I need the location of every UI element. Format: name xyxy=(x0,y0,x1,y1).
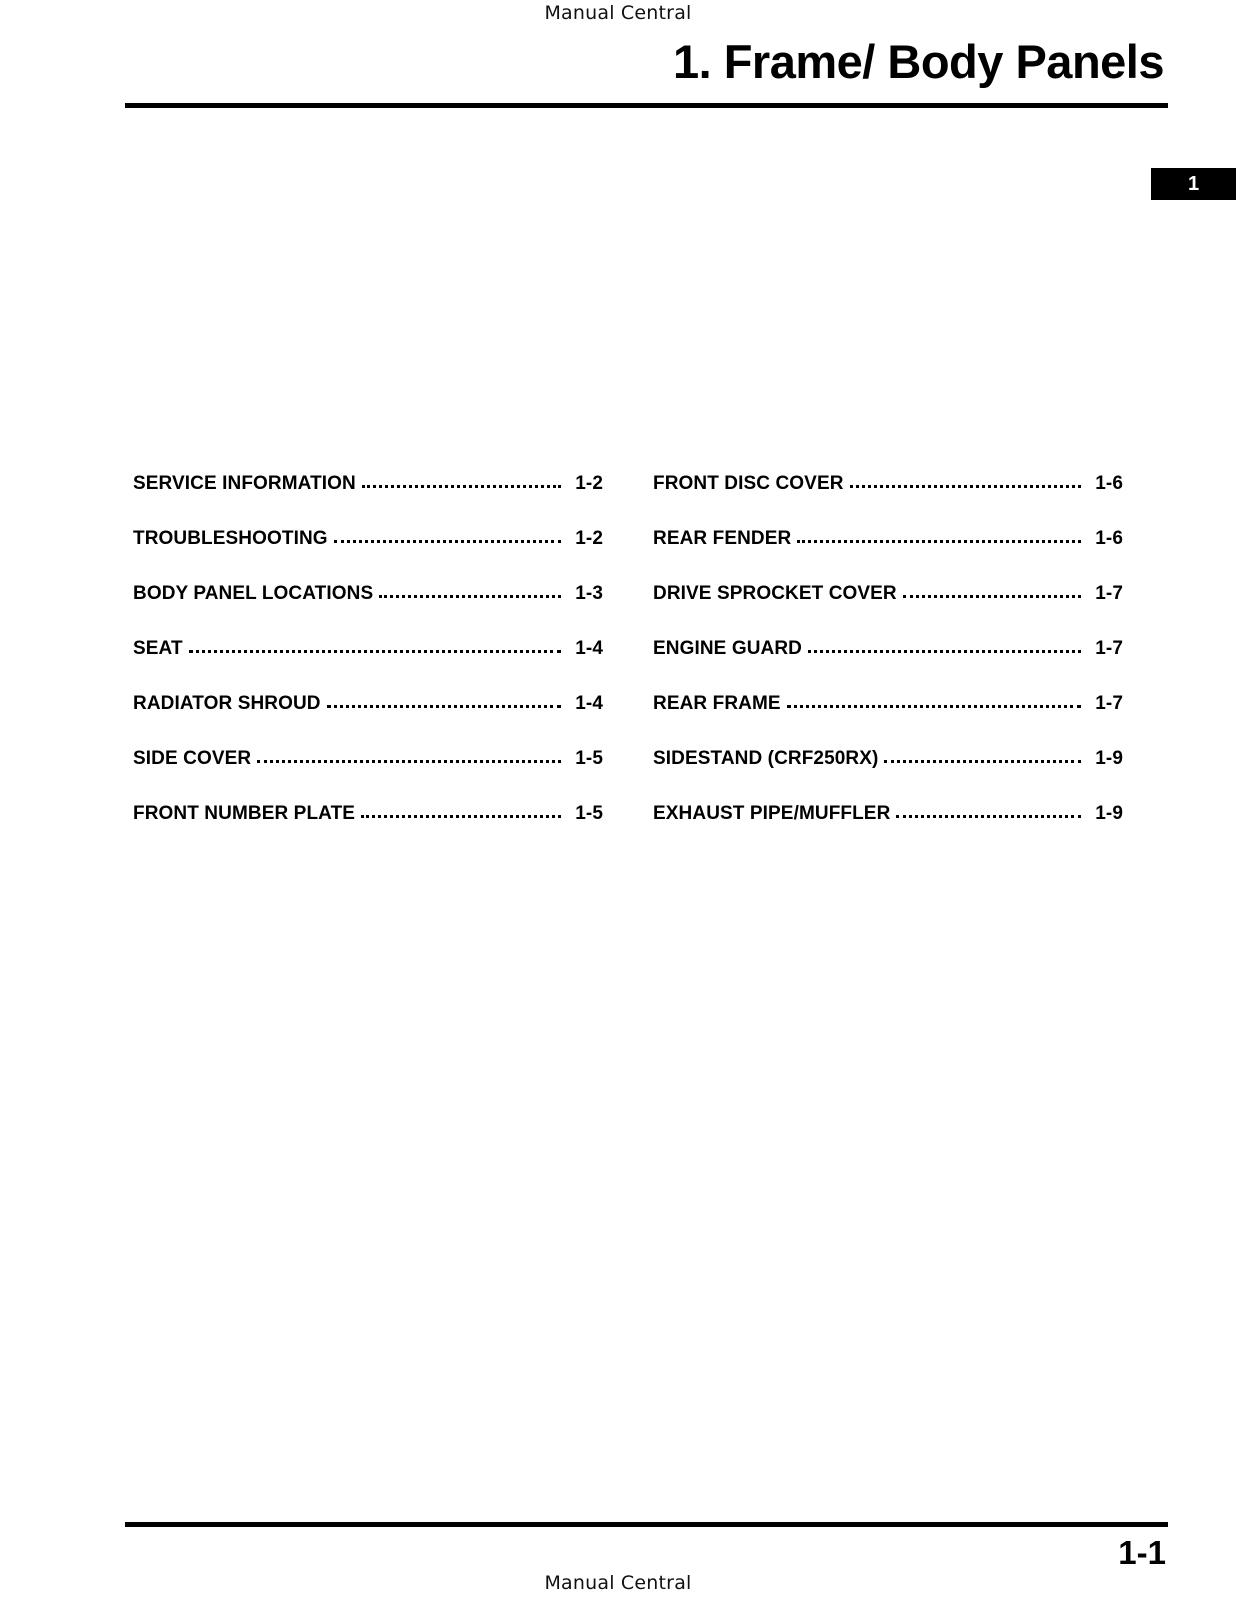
toc-entry[interactable] xyxy=(653,715,1123,770)
toc-column-left xyxy=(133,440,603,825)
toc-entry-page: 1-2 xyxy=(575,528,603,549)
toc-entry-page: 1-6 xyxy=(1095,528,1123,549)
toc-entry-label: FRONT DISC COVER xyxy=(653,473,844,494)
toc-entry[interactable] xyxy=(133,440,603,495)
toc-leader-dots xyxy=(787,699,1081,711)
toc-entry-page: 1-7 xyxy=(1095,638,1123,659)
toc-entry-label: DRIVE SPROCKET COVER xyxy=(653,583,897,604)
title-divider xyxy=(125,103,1168,108)
page-number: 1-1 xyxy=(1118,1534,1166,1571)
toc-entry-label: FRONT NUMBER PLATE xyxy=(133,803,356,824)
toc-entry[interactable] xyxy=(653,660,1123,715)
watermark-footer: Manual Central xyxy=(544,1572,692,1594)
toc-entry-page: 1-3 xyxy=(575,583,603,604)
toc-entry[interactable] xyxy=(653,495,1123,550)
toc-leader-dots xyxy=(189,644,561,656)
toc-entry-page: 1-7 xyxy=(1095,693,1123,714)
toc-entry-label: TROUBLESHOOTING xyxy=(133,528,328,549)
toc-entry-label: EXHAUST PIPE/MUFFLER xyxy=(653,803,891,824)
toc-leader-dots xyxy=(808,644,1081,656)
toc-leader-dots xyxy=(362,479,561,491)
toc-entry[interactable] xyxy=(653,770,1123,825)
toc-leader-dots xyxy=(379,589,561,601)
toc-entry[interactable] xyxy=(133,770,603,825)
watermark-header: Manual Central xyxy=(544,2,692,24)
toc-entry[interactable] xyxy=(133,495,603,550)
footer-divider xyxy=(125,1522,1168,1527)
toc-entry-page: 1-5 xyxy=(575,803,603,824)
toc-entry[interactable] xyxy=(653,550,1123,605)
toc-leader-dots xyxy=(797,534,1081,546)
chapter-tab: 1 xyxy=(1151,168,1236,200)
toc-leader-dots xyxy=(850,479,1081,491)
toc-entry-page: 1-6 xyxy=(1095,473,1123,494)
toc-entry-label: REAR FRAME xyxy=(653,693,781,714)
toc-leader-dots xyxy=(903,589,1081,601)
toc-entry-label: SIDE COVER xyxy=(133,748,252,769)
toc-leader-dots xyxy=(896,809,1081,821)
toc-leader-dots xyxy=(257,754,561,766)
toc-entry-label: BODY PANEL LOCATIONS xyxy=(133,583,374,604)
toc-entry-label: SEAT xyxy=(133,638,183,659)
toc-entry-page: 1-4 xyxy=(575,693,603,714)
toc-column-right xyxy=(653,440,1123,825)
toc-entry-label: RADIATOR SHROUD xyxy=(133,693,321,714)
toc-leader-dots xyxy=(361,809,561,821)
toc-entry-page: 1-4 xyxy=(575,638,603,659)
toc-entry[interactable] xyxy=(653,440,1123,495)
page-title: 1. Frame/ Body Panels xyxy=(672,35,1164,88)
toc-entry[interactable] xyxy=(133,605,603,660)
toc-entry-label: ENGINE GUARD xyxy=(653,638,802,659)
toc-leader-dots xyxy=(327,699,561,711)
toc-entry-label: SERVICE INFORMATION xyxy=(133,473,356,494)
toc-leader-dots xyxy=(334,534,561,546)
toc-entry-page: 1-7 xyxy=(1095,583,1123,604)
toc-entry[interactable] xyxy=(133,715,603,770)
toc-leader-dots xyxy=(884,754,1081,766)
toc-entry-page: 1-2 xyxy=(575,473,603,494)
toc-entry[interactable] xyxy=(133,550,603,605)
toc-entry-page: 1-5 xyxy=(575,748,603,769)
toc-entry-label: SIDESTAND (CRF250RX) xyxy=(653,748,879,769)
toc-entry[interactable] xyxy=(133,660,603,715)
table-of-contents xyxy=(133,440,1123,825)
toc-entry-page: 1-9 xyxy=(1095,803,1123,824)
toc-entry[interactable] xyxy=(653,605,1123,660)
toc-entry-label: REAR FENDER xyxy=(653,528,792,549)
toc-entry-page: 1-9 xyxy=(1095,748,1123,769)
